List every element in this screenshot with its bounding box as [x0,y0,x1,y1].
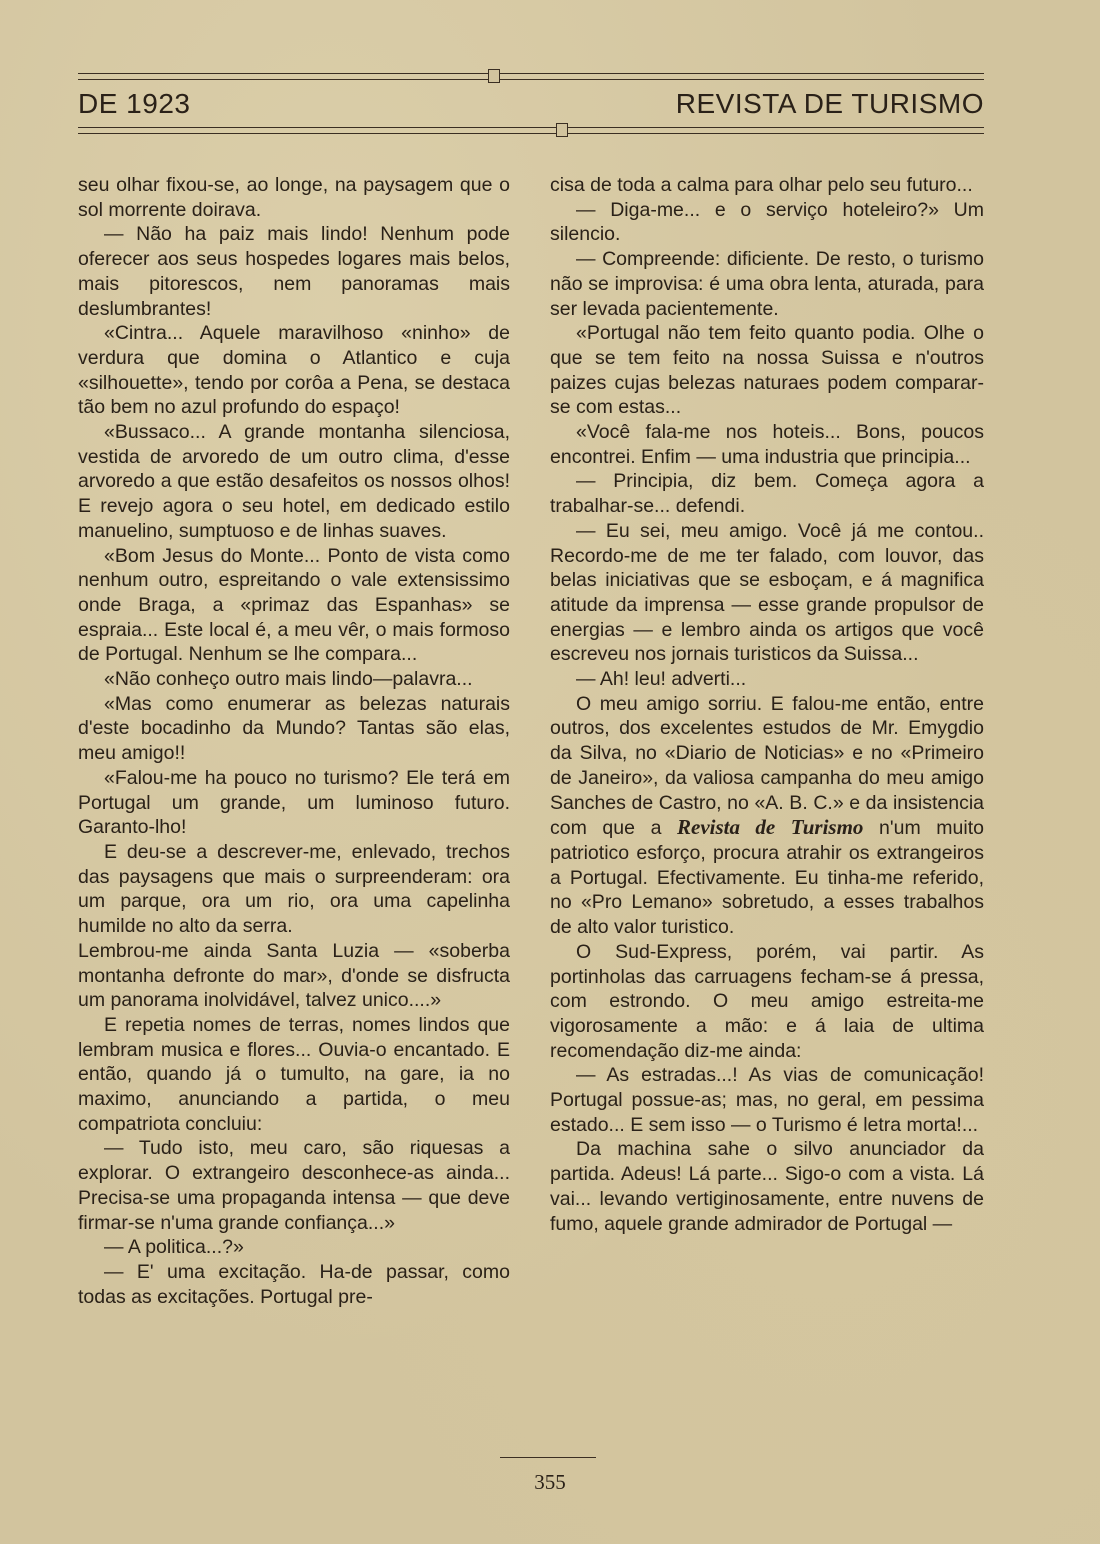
page-number: 355 [534,1470,566,1494]
paragraph: «Mas como enumerar as belezas naturais d'este bocadinho da Mundo? Tantas são elas, meu amigo!! [78,692,510,765]
paragraph: O Sud-Express, porém, vai partir. As portinholas das carruagens fecham-se á pressa, com estrondo. O meu amigo estreita-me vigorosamente a mão: e á laia de ultima recomendação diz-me ainda: [550,940,984,1062]
header-top-rule [78,70,984,90]
paragraph: E repetia nomes de terras, nomes lindos que lembram musica e flores... Ouvia-o encantado. E então, quando já o tumulto, na gare, ia no maximo, anunciando a partida, o meu compatriota concluiu: [78,1013,510,1135]
paragraph: «Portugal não tem feito quanto podia. Olhe o que se tem feito na nossa Suissa e n'outros paizes cujas belezas naturaes podem comparar-se com estas... [550,322,984,419]
paragraph: — Tudo isto, meu caro, são riquesas a explorar. O extrangeiro desconhece-as ainda... Precisa-se uma propaganda intensa — que deve firmar-se n'uma grande confiança...» [78,1137,510,1234]
paragraph: seu olhar fixou-se, ao longe, na paysagem que o sol morrente doirava. [78,174,510,221]
paragraph: Da machina sahe o silvo anunciador da partida. Adeus! Lá parte... Sigo-o com a vista. Lá vai... levando vertiginosamente, entre nuvens de fumo, aquele grande admirador de Portugal — [550,1138,984,1235]
paragraph: «Falou-me ha pouco no turismo? Ele terá em Portugal um grande, um luminoso futuro. Garanto-lho! [78,766,510,839]
rule-ornament [556,123,568,137]
paragraph: — As estradas...! As vias de comunicação! Portugal possue-as; mas, no geral, em pessima estado... E sem isso — o Turismo é letra morta!... [550,1064,984,1136]
paragraph: «Não conheço outro mais lindo—palavra... [104,668,473,691]
paragraph: E deu-se a descrever-me, enlevado, trechos das paysagens que mais o surpreenderam: ora um parque, ora um rio, ora uma capelinha humilde no alto da serra. [78,840,510,938]
text-column-left [78,173,510,1309]
paragraph: — Eu sei, meu amigo. Você já me contou.. Recordo-me de me ter falado, com louvor, das belas iniciativas que se esboçam, e á magnifica atitude da imprensa — esse grande propulsor de energias — e lembro ainda os artigos que você escreveu nos jornais turisticos da Suissa... [550,519,984,666]
header-date: DE 1923 [78,88,191,119]
paragraph: — Principia, diz bem. Começa agora a trabalhar-se... defendi. [550,470,984,518]
paragraph: — Compreende: dificiente. De resto, o turismo não se improvisa: é uma obra lenta, aturada, para ser levada pacientemente. [550,248,984,320]
paragraph-with-magazine-mention [550,692,984,940]
paragraph: — Ah! leu! adverti... [576,668,747,691]
paragraph: — Diga-me... e o serviço hoteleiro?» Um silencio. [550,198,984,246]
footer-rule [500,1457,596,1458]
paragraph: — E' uma excitação. Ha-de passar, como todas as excitações. Portugal pre- [78,1260,510,1308]
paragraph: «Bom Jesus do Monte... Ponto de vista como nenhum outro, espreitando o vale extensissimo onde Braga, a «primaz das Espanhas» se espraia... Este local é, a meu vêr, o mais formoso de Portugal. Nenhum se lhe compara... [78,544,510,666]
header-magazine-title: REVISTA DE TURISMO [675,88,984,119]
paragraph: cisa de toda a calma para olhar pelo seu futuro... [550,174,973,196]
text-column-right [550,173,984,1236]
paragraph-text: n'um muito patriotico esforço, procura atrahir os extrangeiros a Portugal. Efectivamente. Eu tinha-me referido, no «Pro Lemano» sobretudo, a esses trabalhos de alto valor turistico. [550,817,984,939]
paragraph: «Você fala-me nos hoteis... Bons, poucos encontrei. Enfim — uma industria que principia... [550,421,984,468]
paragraph: — Não ha paiz mais lindo! Nenhum pode oferecer aos seus hospedes logares mais belos, mais pitorescos, nem panoramas mais deslumbrantes! [78,223,510,320]
paragraph: «Cintra... Aquele maravilhoso «ninho» de verdura que domina o Atlantico e cuja «silhouette», tendo por corôa a Pena, se destaca tão bem no azul profundo do espaço! [78,322,510,419]
rule-ornament [488,69,500,83]
paragraph: — A politica...?» [104,1236,244,1259]
magazine-name: Revista de Turismo [677,815,864,840]
paragraph: Lembrou-me ainda Santa Luzia — «soberba montanha defronte do mar», d'onde se disfructa um panorama inolvidável, talvez unico....» [78,939,510,1012]
paragraph: «Bussaco... A grande montanha silenciosa, vestida de arvoredo de um outro clima, d'esse arvoredo a que estão desafeitos os nossos olhos! E revejo agora o seu hotel, em dedicado estilo manuelino, sumptuoso e de linhas suaves. [78,421,510,542]
paragraph-text: O meu amigo sorriu. E falou-me então, entre outros, dos excelentes estudos de Mr. Emygdio da Silva, no «Diario de Noticias» e no «Primeiro de Janeiro», da valiosa campanha do meu amigo Sanches de Castro, no «A. B. C.» e da insistencia com que a [550,692,984,840]
header-bottom-rule [78,124,984,144]
